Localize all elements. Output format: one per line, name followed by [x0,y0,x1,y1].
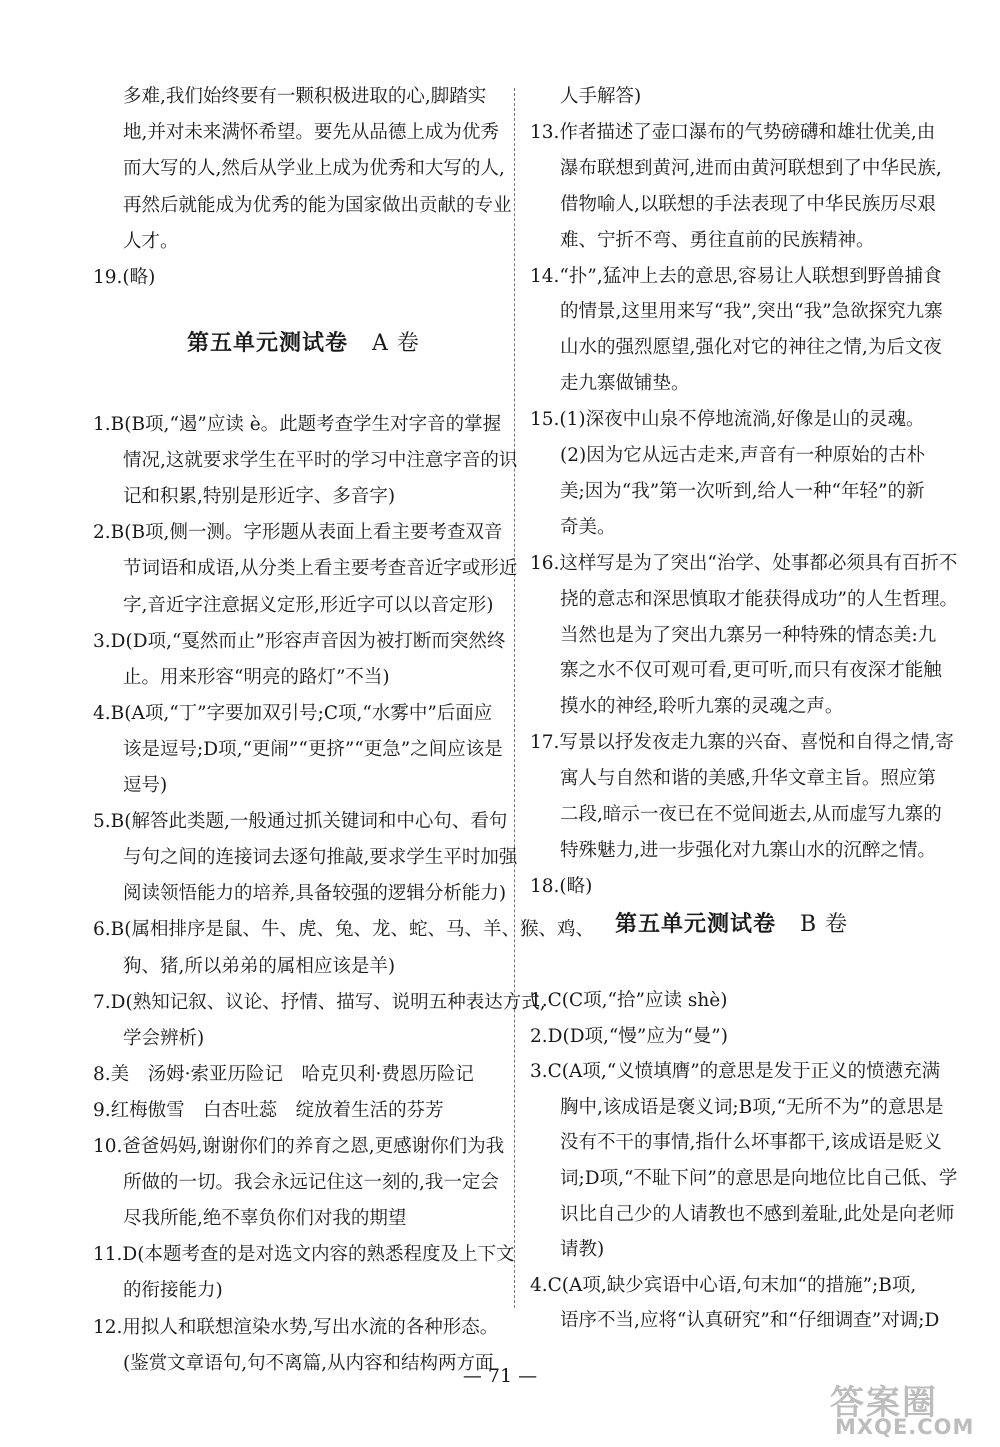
text-line: 15.(1)深夜中山泉不停地流淌,好像是山的灵魂。 [530,409,925,431]
text-line: 寨之水不仅可观可看,更可听,而只有夜深才能触 [560,660,942,682]
text-line: 摸水的神经,聆听九寨的灵魂之声。 [560,696,844,718]
text-line: 9.红梅傲雪 白杏吐蕊 绽放着生活的芬芳 [93,1099,444,1121]
text-line: 3.C(A项,“义愤填膺”的意思是发于正义的愤懑充满 [530,1061,941,1083]
text-line: 的衔接能力) [123,1280,223,1302]
text-line: 16.这样写是为了突出“治学、处事都必须具有百折不 [530,552,958,574]
text-line: 的情景,这里用来写“我”,突出“我”急欲探究九寨 [560,301,943,323]
text-line: 与句之间的连接词去逐句推敲,要求学生平时加强 [123,847,518,869]
text-line: (2)因为它从远古走来,声音有一种原始的古朴 [560,445,926,466]
text-line: 5.B(解答此类题,一般通过抓关键词和中心句、看句 [93,811,508,833]
text-line: 4.B(A项,“丁”字要加双引号;C项,“水雾中”后面应 [93,702,493,724]
text-line: 请教) [560,1239,605,1261]
text-line: 而大写的人,然后从学业上成为优秀和大写的人, [123,158,505,180]
text-line: 8.美 汤姆·索亚历险记 哈克贝利·费恩历险记 [93,1063,474,1085]
text-line: 17.写景以抒发夜走九寨的兴奋、喜悦和自得之情,寄 [530,732,954,754]
text-line: 多难,我们始终要有一颗积极进取的心,脚踏实 [123,86,487,107]
heading-a-tail: A 卷 [372,331,420,356]
text-line: 人才。 [123,230,179,252]
watermark-line1: 答案圈 [830,1383,938,1423]
text-line: 人手解答) [560,86,642,107]
text-line: 二段,暗示一夜已在不觉间逝去,从而虚写九寨的 [560,804,942,825]
text-line: 字,音近字注意据义定形,形近字可以以音定形) [123,594,494,616]
text-line: 词;D项,“不耻下问”的意思是向地位比自己低、学 [560,1168,958,1189]
text-line: 逗号) [123,775,168,796]
text-line: 寓人与自然和谐的美感,升华文章主旨。照应第 [560,768,936,790]
text-line: (鉴赏文章语句,句不离篇,从内容和结构两方面 [123,1352,494,1374]
text-line: 3.D(D项,“戛然而止”形容声音因为被打断而突然终 [93,630,506,652]
text-line: 借物喻人,以联想的手法表现了中华民族历尽艰 [560,193,936,215]
text-line: 情况,这就要求学生在平时的学习中注意字音的识 [123,450,518,472]
text-line: 19.(略) [93,267,156,288]
text-line: 节词语和成语,从分类上看主要考查音近字或形近 [123,558,518,580]
text-line: 1.C(C项,“拾”应读 shè) [530,990,728,1011]
text-line: 地,并对未来满怀希望。要先从品德上成为优秀 [123,122,499,144]
text-line: 7.D(熟知记叙、议论、抒情、描写、说明五种表达方式, [93,991,546,1013]
text-line: 当然也是为了突出九寨另一种特殊的情态美:九 [560,624,937,646]
text-line: 尽我所能,绝不辜负你们对我的期望 [123,1208,407,1230]
text-line: 走九寨做铺垫。 [560,373,690,395]
text-line: 美;因为“我”第一次听到,给人一种“年轻”的新 [560,480,925,502]
section-heading-a [187,326,420,357]
page-number: — 71 — [462,1365,538,1387]
text-line: 特殊魅力,进一步强化对九寨山水的沉醉之情。 [560,839,936,861]
text-line: 胸中,该成语是褒义词;B项,“无所不为”的意思是 [560,1096,944,1118]
text-line: 14.“扑”,猛冲上去的意思,容易让人联想到野兽捕食 [530,265,942,287]
text-line: 阅读领悟能力的培养,具备较强的逻辑分析能力) [123,883,507,905]
text-line: 奇美。 [560,516,616,538]
text-line: 4.C(A项,缺少宾语中心语,句末加“的措施”;B项, [530,1274,917,1296]
text-line: 挠的意志和深思慎取才能获得成功”的人生哲理。 [560,588,958,610]
text-line: 18.(略) [530,875,593,897]
text-line: 12.用拟人和联想渲染水势,写出水流的各种形态。 [93,1316,499,1338]
text-line: 语序不当,应将“认真研究”和“仔细调查”对调;D [560,1310,940,1332]
text-line: 2.B(B项,侧一测。字形题从表面上看主要考查双音 [93,522,503,544]
text-line: 1.B(B项,“遏”应读 è。此题考查学生对字音的掌握 [93,414,502,435]
heading-b-tail: B 卷 [800,912,849,937]
text-line: 10.爸爸妈妈,谢谢你们的养育之恩,更感谢你们为我 [93,1136,505,1157]
text-line: 6.B(属相排序是鼠、牛、虎、兔、龙、蛇、马、羊、猴、鸡、 [93,919,594,941]
column-divider [514,88,515,1308]
text-line: 11.D(本题考查的是对选文内容的熟悉程度及上下文 [93,1244,515,1266]
text-line: 止。用来形容“明亮的路灯”不当) [123,666,390,688]
text-line: 难、宁折不弯、勇往直前的民族精神。 [560,229,875,251]
text-line: 没有不干的事情,指什么坏事都干,该成语是贬义 [560,1132,942,1154]
text-line: 学会辨析) [123,1027,205,1049]
watermark-line2: MXQE.COM [835,1415,975,1439]
text-line: 识比自己少的人请教也不感到羞耻,此处是向老师 [560,1203,955,1225]
text-line: 13.作者描述了壶口瀑布的气势磅礴和雄壮优美,由 [530,121,936,143]
text-line: 记和积累,特别是形近字、多音字) [123,486,396,508]
text-line: 该是逗号;D项,“更闹”“更挤”“更急”之间应该是 [123,738,503,760]
section-heading-b [615,907,848,938]
site-watermark-logo [820,1375,990,1440]
text-line: 瀑布联想到黄河,进而由黄河联想到了中华民族, [560,157,942,179]
text-line: 2.D(D项,“慢”应为“曼”) [530,1025,728,1047]
text-line: 狗、猪,所以弟弟的属相应该是羊) [123,955,396,977]
text-line: 再然后就能成为优秀的能为国家做出贡献的专业 [123,194,512,216]
heading-a-main: 第五单元测试卷 [187,331,349,356]
text-line: 山水的强烈愿望,强化对它的神往之情,为后文夜 [560,337,942,359]
heading-b-main: 第五单元测试卷 [615,912,777,937]
text-line: 所做的一切。我会永远记住这一刻的,我一定会 [123,1172,499,1194]
